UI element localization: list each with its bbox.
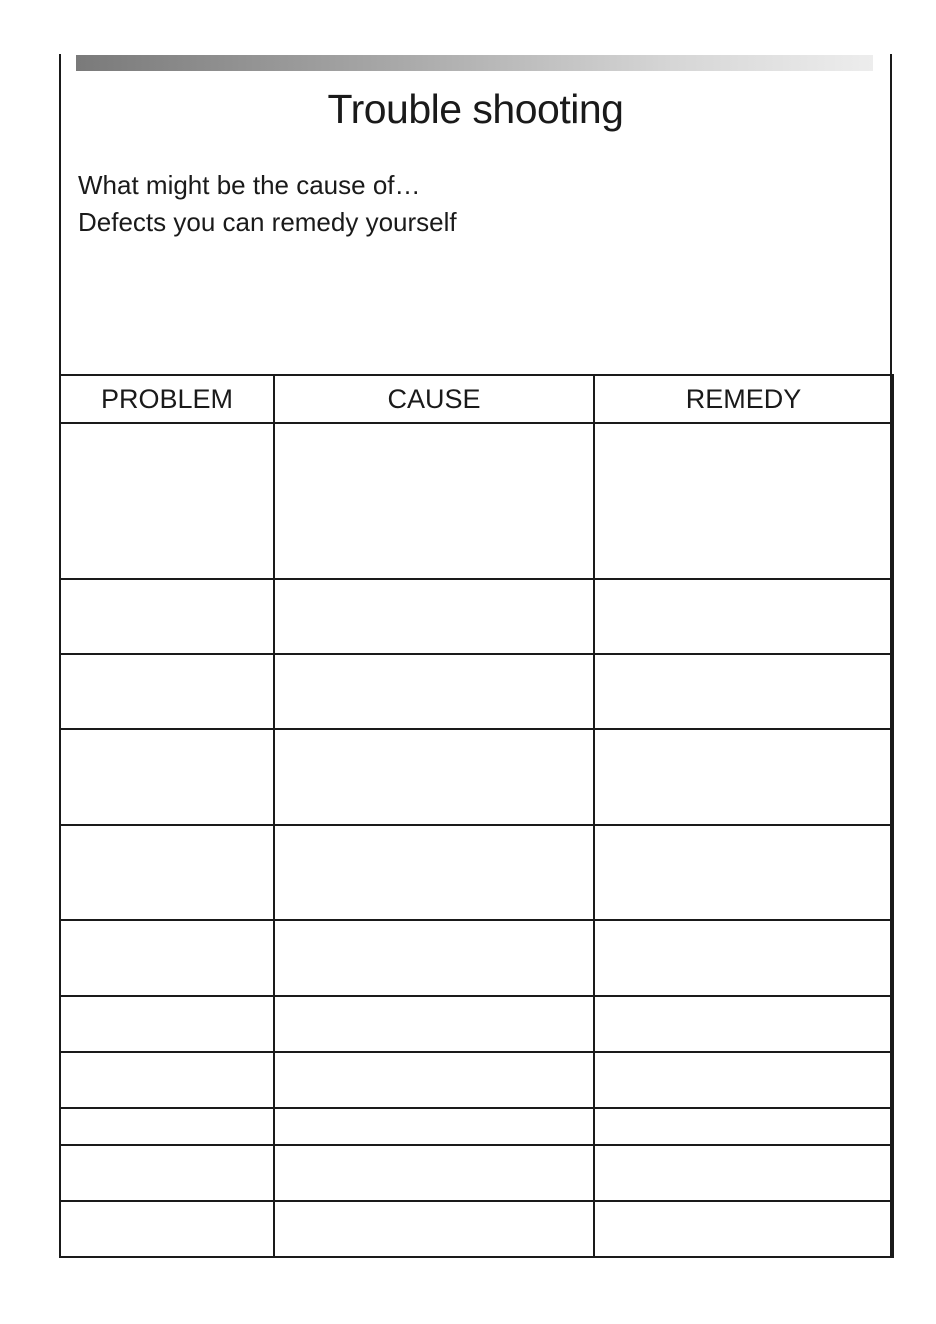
problem-cell [60,1108,274,1145]
remedy-cell [594,996,893,1052]
table-row [60,1145,893,1201]
problem-cell [60,729,274,825]
table-row [60,1201,893,1257]
table-row [60,423,893,579]
problem-cell [60,1145,274,1201]
problem-cell [60,825,274,920]
intro-text [78,167,457,241]
cause-cell [274,423,594,579]
column-header-remedy: REMEDY [594,375,893,423]
page-title: Trouble shooting [327,86,624,132]
table-row [60,825,893,920]
table-row [60,1108,893,1145]
problem-cell [60,1052,274,1108]
cause-cell [274,1201,594,1257]
table-row [60,579,893,654]
cause-cell [274,1052,594,1108]
remedy-cell [594,920,893,996]
problem-cell [60,920,274,996]
column-header-problem: PROBLEM [60,375,274,423]
troubleshooting-table [59,374,894,1258]
remedy-cell [594,423,893,579]
intro-line-cause: What might be the cause of… [78,170,421,200]
remedy-cell [594,654,893,729]
table-row [60,729,893,825]
table-row [60,996,893,1052]
problem-cell [60,579,274,654]
remedy-cell [594,729,893,825]
cause-cell [274,1108,594,1145]
remedy-cell [594,1052,893,1108]
cause-cell [274,654,594,729]
remedy-cell [594,1108,893,1145]
cause-cell [274,996,594,1052]
remedy-cell [594,1145,893,1201]
intro-line-defects: Defects you can remedy yourself [78,207,457,237]
problem-cell [60,996,274,1052]
cause-cell [274,920,594,996]
cause-cell [274,1145,594,1201]
cause-cell [274,579,594,654]
column-header-cause: CAUSE [274,375,594,423]
table-row [60,654,893,729]
problem-cell [60,1201,274,1257]
table-row [60,1052,893,1108]
remedy-cell [594,579,893,654]
cause-cell [274,729,594,825]
table-header-row [60,375,893,423]
cause-cell [274,825,594,920]
header-gradient-bar [76,55,873,71]
remedy-cell [594,1201,893,1257]
table-row [60,920,893,996]
problem-cell [60,654,274,729]
remedy-cell [594,825,893,920]
problem-cell [60,423,274,579]
